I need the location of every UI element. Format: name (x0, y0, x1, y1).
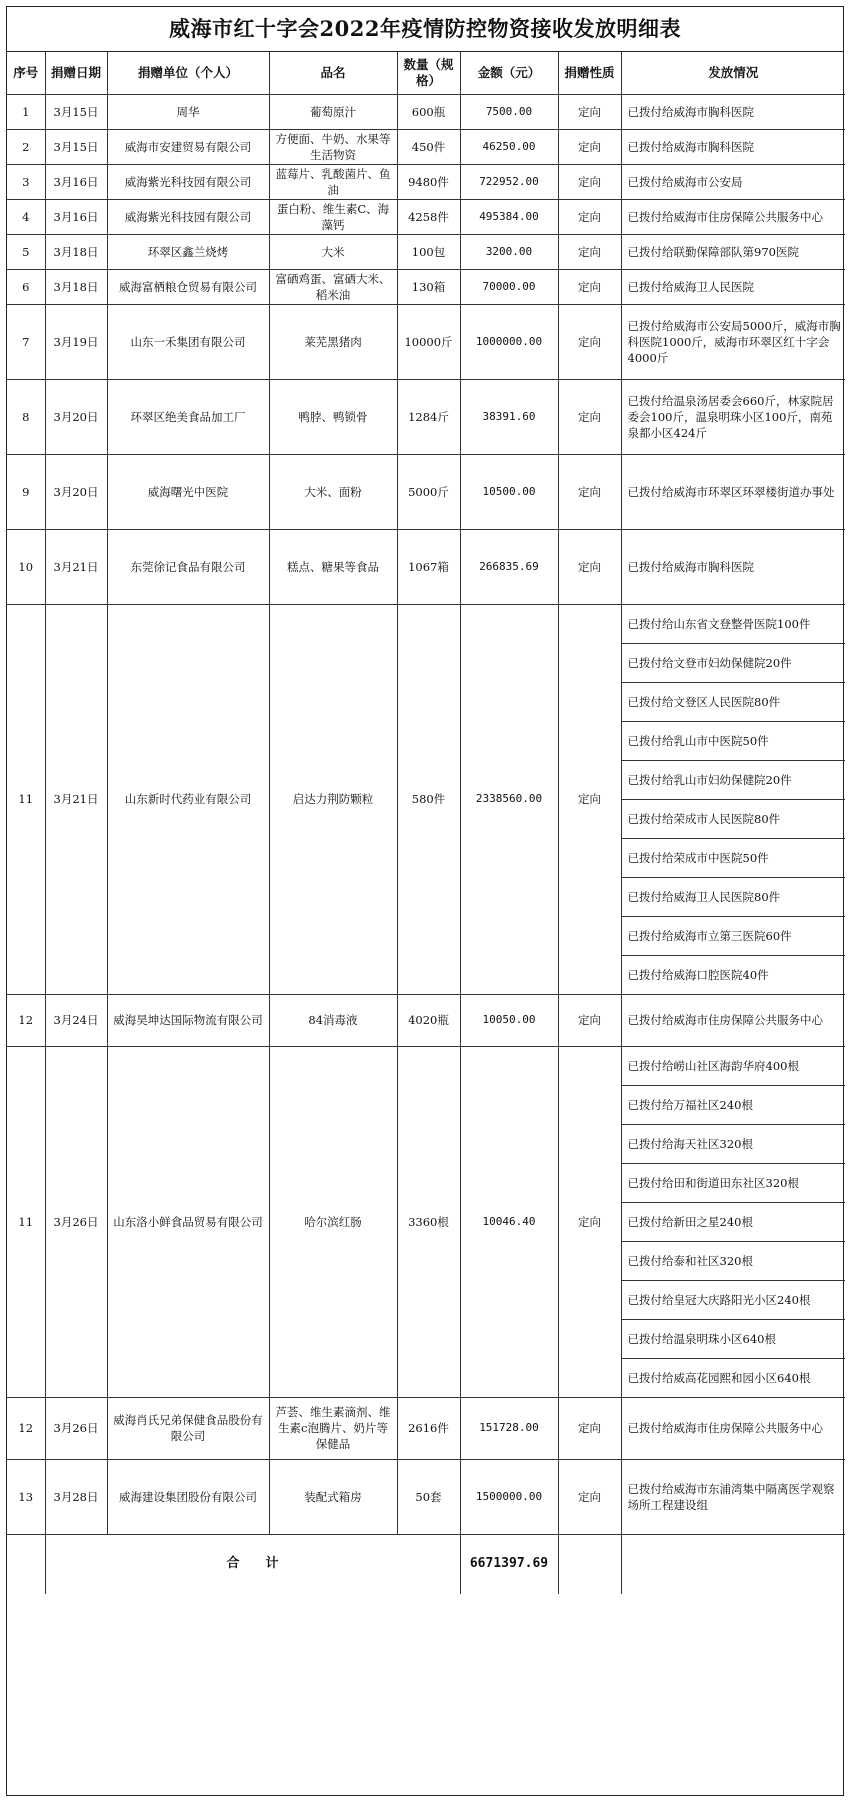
cell-donor: 环翠区鑫兰烧烤 (107, 234, 269, 269)
cell-donor: 威海昊坤达国际物流有限公司 (107, 994, 269, 1046)
table-row (7, 304, 845, 379)
cell-donor: 威海市安建贸易有限公司 (107, 129, 269, 164)
cell-dist: 已拨付给田和街道田东社区320根 (621, 1163, 845, 1202)
cell-dist: 已拨付给威海市住房保障公共服务中心 (621, 199, 845, 234)
cell-no: 10 (7, 529, 45, 604)
cell-dist: 已拨付给乳山市中医院50件 (621, 721, 845, 760)
cell-date: 3月18日 (45, 269, 107, 304)
cell-qty: 1067箱 (397, 529, 460, 604)
cell-item: 启达力荆防颗粒 (269, 604, 397, 994)
cell-item: 方便面、牛奶、水果等生活物资 (269, 129, 397, 164)
table-row (7, 994, 845, 1046)
cell-dist: 已拨付给山东省文登整骨医院100件 (621, 604, 845, 643)
table-body (7, 94, 845, 1594)
cell-date: 3月16日 (45, 164, 107, 199)
cell-donor: 山东新时代药业有限公司 (107, 604, 269, 994)
cell-dist: 已拨付给乳山市妇幼保健院20件 (621, 760, 845, 799)
header-amount: 金额（元） (460, 52, 558, 94)
header-date: 捐赠日期 (45, 52, 107, 94)
cell-date: 3月15日 (45, 129, 107, 164)
table-row (7, 454, 845, 529)
cell-item: 糕点、糖果等食品 (269, 529, 397, 604)
cell-qty: 450件 (397, 129, 460, 164)
cell-no: 12 (7, 994, 45, 1046)
cell-item: 蛋白粉、维生素C、海藻钙 (269, 199, 397, 234)
cell-item: 84消毒液 (269, 994, 397, 1046)
table-row (7, 604, 845, 643)
cell-qty: 9480件 (397, 164, 460, 199)
header-item: 品名 (269, 52, 397, 94)
donation-table (7, 52, 845, 1594)
table-row (7, 1397, 845, 1459)
cell-donor: 周华 (107, 94, 269, 129)
cell-amount: 10500.00 (460, 454, 558, 529)
cell-donor: 环翠区绝美食品加工厂 (107, 379, 269, 454)
cell-no: 5 (7, 234, 45, 269)
cell-item: 蓝莓片、乳酸菌片、鱼油 (269, 164, 397, 199)
cell-item: 芦荟、维生素滴剂、维生素c泡腾片、奶片等保健品 (269, 1397, 397, 1459)
cell-donor: 威海肖氏兄弟保健食品股份有限公司 (107, 1397, 269, 1459)
cell-donor: 威海建设集团股份有限公司 (107, 1459, 269, 1534)
cell-no: 7 (7, 304, 45, 379)
cell-nature: 定向 (558, 269, 621, 304)
cell-qty: 4020瓶 (397, 994, 460, 1046)
table-row (7, 129, 845, 164)
cell-no: 3 (7, 164, 45, 199)
sheet-title: 威海市红十字会2022年疫情防控物资接收发放明细表 (7, 7, 843, 52)
cell-no: 13 (7, 1459, 45, 1534)
cell-donor: 威海曙光中医院 (107, 454, 269, 529)
cell-donor: 威海紫光科技园有限公司 (107, 199, 269, 234)
cell-nature: 定向 (558, 604, 621, 994)
cell-nature: 定向 (558, 234, 621, 269)
cell-amount: 2338560.00 (460, 604, 558, 994)
cell-nature: 定向 (558, 129, 621, 164)
cell-amount: 1000000.00 (460, 304, 558, 379)
cell-amount: 7500.00 (460, 94, 558, 129)
table-row (7, 199, 845, 234)
cell-no: 11 (7, 604, 45, 994)
cell-qty: 4258件 (397, 199, 460, 234)
cell-item: 鸭脖、鸭锁骨 (269, 379, 397, 454)
cell-nature: 定向 (558, 454, 621, 529)
cell-item: 大米 (269, 234, 397, 269)
cell-date: 3月18日 (45, 234, 107, 269)
cell-dist: 已拨付给皇冠大庆路阳光小区240根 (621, 1280, 845, 1319)
cell-date: 3月26日 (45, 1046, 107, 1397)
cell-nature: 定向 (558, 1397, 621, 1459)
cell-donor: 山东洛小鲜食品贸易有限公司 (107, 1046, 269, 1397)
cell-date: 3月26日 (45, 1397, 107, 1459)
cell-item: 莱芜黑猪肉 (269, 304, 397, 379)
header-row (7, 52, 845, 94)
cell-donor: 东莞徐记食品有限公司 (107, 529, 269, 604)
header-donor: 捐赠单位（个人） (107, 52, 269, 94)
cell-qty: 600瓶 (397, 94, 460, 129)
cell-no: 8 (7, 379, 45, 454)
table-row (7, 269, 845, 304)
cell-qty: 5000斤 (397, 454, 460, 529)
table-row (7, 1046, 845, 1085)
total-amount: 6671397.69 (460, 1534, 558, 1594)
header-nature: 捐赠性质 (558, 52, 621, 94)
cell-dist: 已拨付给崂山社区海韵华府400根 (621, 1046, 845, 1085)
cell-dist: 已拨付给温泉汤居委会660斤，林家院居委会100斤，温泉明珠小区100斤，南苑泉都小区424斤 (621, 379, 845, 454)
cell-dist: 已拨付给威海市公安局5000斤，威海市胸科医院1000斤，威海市环翠区红十字会4000斤 (621, 304, 845, 379)
cell-amount: 70000.00 (460, 269, 558, 304)
cell-date: 3月19日 (45, 304, 107, 379)
cell-nature: 定向 (558, 199, 621, 234)
cell-nature: 定向 (558, 1046, 621, 1397)
cell-date: 3月21日 (45, 529, 107, 604)
cell-date: 3月24日 (45, 994, 107, 1046)
cell-dist: 已拨付给威海市胸科医院 (621, 129, 845, 164)
cell-dist: 已拨付给联勤保障部队第970医院 (621, 234, 845, 269)
cell-dist: 已拨付给威海市立第三医院60件 (621, 916, 845, 955)
cell-item: 葡萄原汁 (269, 94, 397, 129)
cell-dist: 已拨付给威海市胸科医院 (621, 94, 845, 129)
cell-qty: 3360根 (397, 1046, 460, 1397)
cell-nature: 定向 (558, 1459, 621, 1534)
table-row (7, 1459, 845, 1534)
cell-dist: 已拨付给威海卫人民医院 (621, 269, 845, 304)
cell-item: 哈尔滨红肠 (269, 1046, 397, 1397)
cell-nature: 定向 (558, 529, 621, 604)
cell-amount: 266835.69 (460, 529, 558, 604)
cell-dist: 已拨付给威海卫人民医院80件 (621, 877, 845, 916)
cell-dist: 已拨付给新田之星240根 (621, 1202, 845, 1241)
cell-amount: 10046.40 (460, 1046, 558, 1397)
cell-donor: 山东一禾集团有限公司 (107, 304, 269, 379)
cell-no: 4 (7, 199, 45, 234)
table-row (7, 529, 845, 604)
cell-nature: 定向 (558, 304, 621, 379)
cell-no: 12 (7, 1397, 45, 1459)
cell-date: 3月15日 (45, 94, 107, 129)
cell-no: 1 (7, 94, 45, 129)
cell-qty: 580件 (397, 604, 460, 994)
cell-no: 6 (7, 269, 45, 304)
cell-dist: 已拨付给泰和社区320根 (621, 1241, 845, 1280)
cell-amount: 38391.60 (460, 379, 558, 454)
cell-date: 3月16日 (45, 199, 107, 234)
donation-sheet (6, 6, 844, 1796)
cell-qty: 100包 (397, 234, 460, 269)
cell-dist: 已拨付给威海市公安局 (621, 164, 845, 199)
cell-nature: 定向 (558, 379, 621, 454)
cell-qty: 1284斤 (397, 379, 460, 454)
header-no: 序号 (7, 52, 45, 94)
cell-qty: 10000斤 (397, 304, 460, 379)
cell-donor: 威海富栖粮仓贸易有限公司 (107, 269, 269, 304)
cell-donor: 威海紫光科技园有限公司 (107, 164, 269, 199)
cell-no: 11 (7, 1046, 45, 1397)
cell-item: 大米、面粉 (269, 454, 397, 529)
cell-dist: 已拨付给万福社区240根 (621, 1085, 845, 1124)
table-row (7, 234, 845, 269)
cell-amount: 151728.00 (460, 1397, 558, 1459)
total-empty (7, 1534, 45, 1594)
cell-dist: 已拨付给文登区人民医院80件 (621, 682, 845, 721)
cell-dist: 已拨付给威海口腔医院40件 (621, 955, 845, 994)
cell-dist: 已拨付给温泉明珠小区640根 (621, 1319, 845, 1358)
cell-dist: 已拨付给威高花园熙和园小区640根 (621, 1358, 845, 1397)
cell-qty: 130箱 (397, 269, 460, 304)
cell-nature: 定向 (558, 994, 621, 1046)
header-qty: 数量（规格） (397, 52, 460, 94)
total-row (7, 1534, 845, 1594)
table-row (7, 164, 845, 199)
total-label: 合 计 (45, 1534, 460, 1594)
cell-no: 9 (7, 454, 45, 529)
cell-dist: 已拨付给威海市东浦湾集中隔离医学观察场所工程建设组 (621, 1459, 845, 1534)
table-row (7, 379, 845, 454)
cell-no: 2 (7, 129, 45, 164)
cell-item: 装配式箱房 (269, 1459, 397, 1534)
cell-amount: 495384.00 (460, 199, 558, 234)
table-row (7, 94, 845, 129)
cell-qty: 2616件 (397, 1397, 460, 1459)
cell-date: 3月20日 (45, 379, 107, 454)
cell-nature: 定向 (558, 94, 621, 129)
header-dist: 发放情况 (621, 52, 845, 94)
cell-dist: 已拨付给文登市妇幼保健院20件 (621, 643, 845, 682)
cell-dist: 已拨付给威海市住房保障公共服务中心 (621, 1397, 845, 1459)
cell-amount: 3200.00 (460, 234, 558, 269)
cell-nature: 定向 (558, 164, 621, 199)
cell-dist: 已拨付给荣成市中医院50件 (621, 838, 845, 877)
cell-dist: 已拨付给威海市环翠区环翠楼街道办事处 (621, 454, 845, 529)
total-empty (558, 1534, 621, 1594)
cell-dist: 已拨付给荣成市人民医院80件 (621, 799, 845, 838)
cell-amount: 722952.00 (460, 164, 558, 199)
cell-dist: 已拨付给威海市住房保障公共服务中心 (621, 994, 845, 1046)
cell-qty: 50套 (397, 1459, 460, 1534)
cell-dist: 已拨付给威海市胸科医院 (621, 529, 845, 604)
cell-amount: 1500000.00 (460, 1459, 558, 1534)
cell-date: 3月20日 (45, 454, 107, 529)
total-empty (621, 1534, 845, 1594)
cell-dist: 已拨付给海天社区320根 (621, 1124, 845, 1163)
cell-amount: 46250.00 (460, 129, 558, 164)
cell-date: 3月28日 (45, 1459, 107, 1534)
cell-amount: 10050.00 (460, 994, 558, 1046)
cell-item: 富硒鸡蛋、富硒大米、稻米油 (269, 269, 397, 304)
cell-date: 3月21日 (45, 604, 107, 994)
